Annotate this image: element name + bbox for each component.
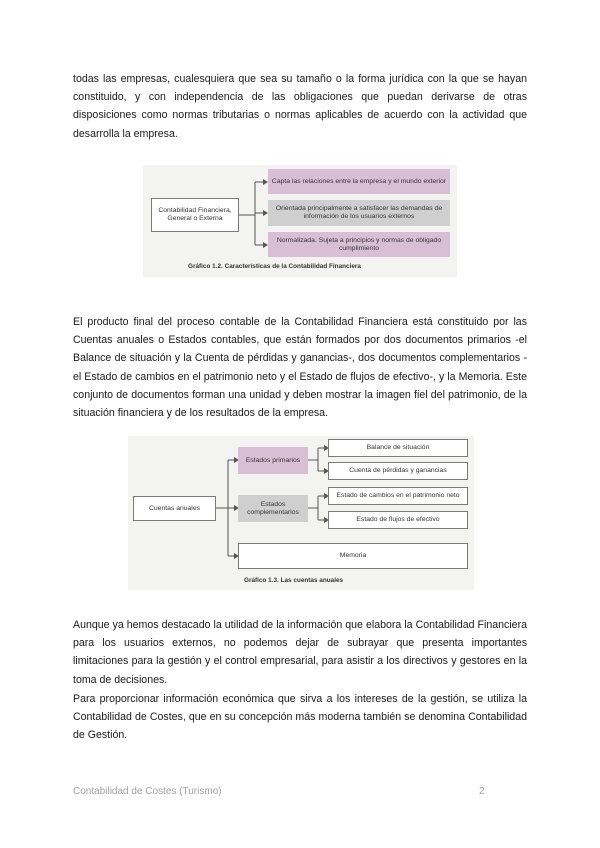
figure-2-complementary-box: Estados complementarios — [238, 495, 308, 522]
figure-characteristics — [143, 165, 457, 277]
figure-2-complementary-item-2: Estado de flujos de efectivo — [328, 511, 468, 529]
figure-1-root-box: Contabilidad Financiera, General o Externa — [151, 198, 239, 232]
page-number: 2 — [479, 786, 485, 797]
footer-title: Contabilidad de Costes (Turismo) — [73, 786, 222, 797]
figure-2-memoria-box: Memoria — [238, 543, 468, 569]
figure-2-primary-item-2: Cuenta de pérdidas y ganancias — [328, 462, 468, 480]
figure-2-complementary-item-1: Estado de cambios en el patrimonio neto — [328, 487, 468, 505]
figure-1-item-2: Orientada principalmente a satisfacer las demandas de información de los usuarios externos — [268, 200, 450, 226]
figure-2-caption: Gráfico 1.3. Las cuentas anuales — [244, 577, 344, 584]
figure-1-caption: Gráfico 1.2. Características de la Contabilidad Financiera — [188, 263, 361, 270]
figure-1-item-1: Capta las relaciones entre la empresa y el mundo exterior — [268, 169, 450, 194]
figure-1-item-3: Normalizada. Sujeta a principios y normas de obligado cumplimiento — [268, 232, 450, 257]
figure-2-root-box: Cuentas anuales — [133, 496, 216, 521]
figure-2-primary-item-1: Balance de situación — [328, 439, 468, 457]
figure-2-primary-box: Estados primarios — [238, 447, 308, 474]
paragraph-2: El producto final del proceso contable de la Contabilidad Financiera está constituido por las Cuentas anuales o Estados contables, que están formados por dos documentos primarios -el Balance de situación y la Cuenta de pérdidas y ganancias-, dos documentos complementarios -el Estado de cambios en el patrimonio neto y el Estado de flujos de efectivo-, y la Memoria. Este conjunto de documentos forman una unidad y deben mostrar la imagen fiel del patrimonio, de la situación financiera y de los resultados de la empresa. — [73, 316, 527, 420]
paragraph-1: todas las empresas, cualesquiera que sea su tamaño o la forma jurídica con la que se hayan constituido, y con independencia de las obligaciones que puedan derivarse de otras disposiciones como normas tributarias o normas aplicables de acuerdo con la actividad que desarrolla la empresa. — [73, 73, 527, 140]
figure-annual-accounts — [128, 436, 474, 590]
paragraph-3: Aunque ya hemos destacado la utilidad de la información que elabora la Contabilidad Financiera para los usuarios externos, no podemos dejar de subrayar que presenta importantes limitaciones para la gestión y el control empresarial, para asistir a los directivos y gestores en la toma de decisiones. — [73, 619, 527, 686]
paragraph-4: Para proporcionar información económica que sirva a los intereses de la gestión, se utiliza la Contabilidad de Costes, que en su concepción más moderna también se denomina Contabilidad de Gestión. — [73, 693, 527, 742]
